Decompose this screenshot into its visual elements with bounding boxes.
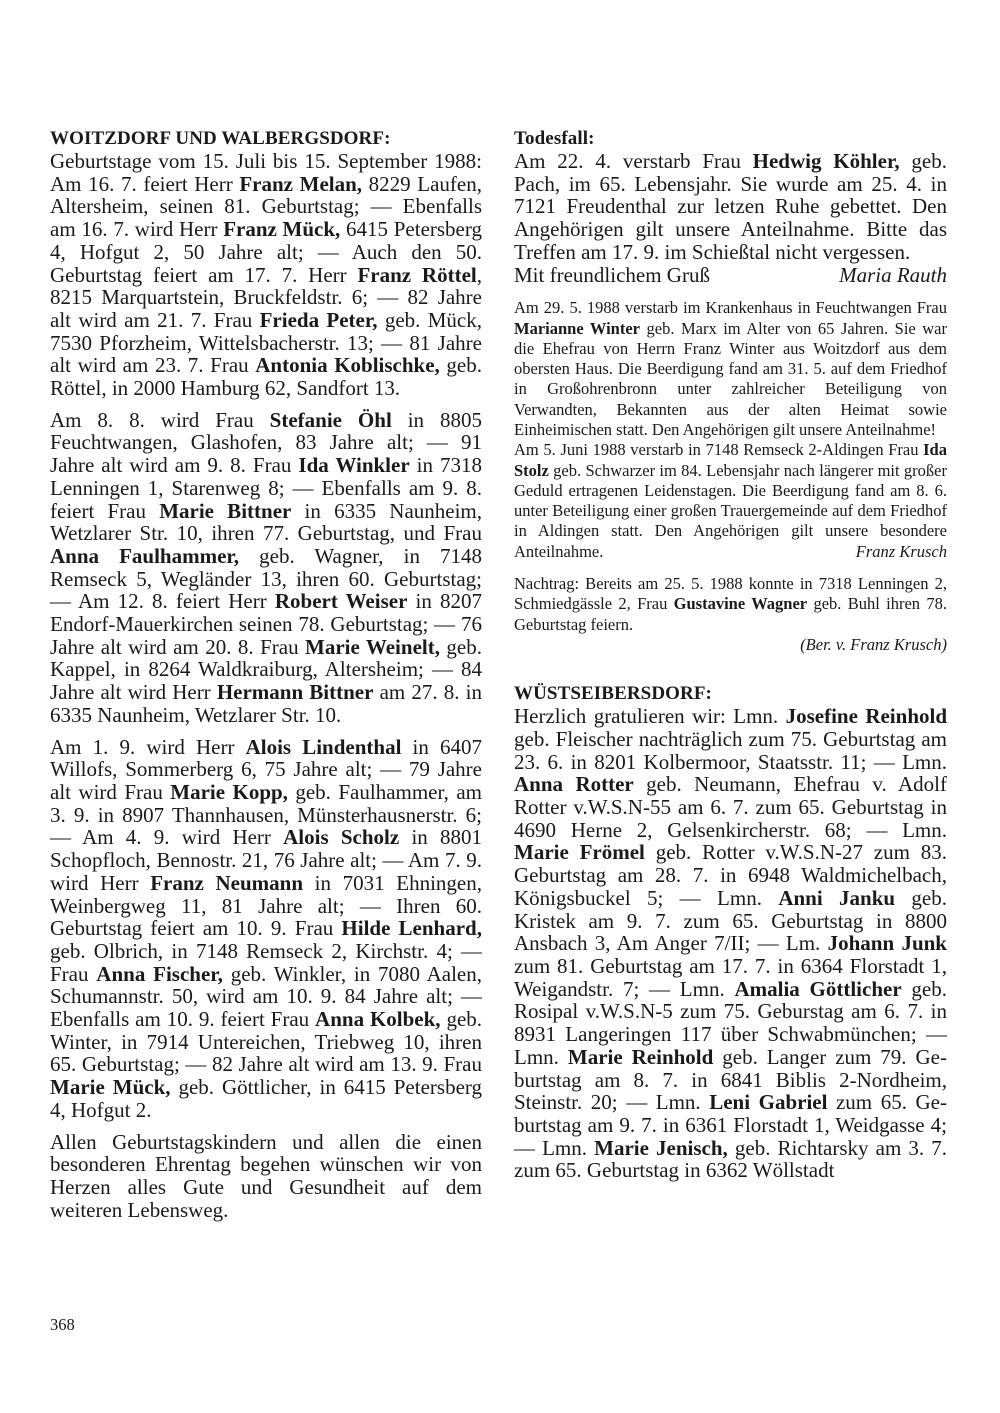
person-name: Robert Weiser	[274, 589, 408, 614]
page-number: 368	[50, 1315, 75, 1334]
death-notice-paragraph: Am 22. 4. verstarb Frau Hedwig Köhler, geb. Pach, im 65. Lebensjahr. Sie wurde am 25. 4. in 7121 Freudenthal zur letzen Ruhe gebettet. Den Angehörigen gilt unsere Anteilnahme. Bitte das Treffen am 17. 9. im Schießtal nicht vergessen.	[514, 149, 947, 264]
person-name: Frieda Peter,	[259, 307, 378, 332]
person-name: Marie Frömel	[514, 840, 645, 865]
person-name: Alois Lindenthal	[245, 734, 402, 759]
person-name: Marie Bittner	[159, 498, 292, 523]
person-name: Hermann Bittner	[216, 680, 374, 705]
person-name: Alois Scholz	[283, 825, 400, 850]
person-name: Johann Junk	[827, 931, 947, 956]
person-name: Stefanie Öhl	[269, 407, 392, 432]
left-column	[50, 128, 482, 1221]
obituary-signature: Franz Krusch	[855, 541, 947, 561]
greeting-text: Mit freundlichem Gruß	[514, 262, 710, 287]
person-name: Anna Fischer,	[96, 961, 223, 986]
person-name: Hilde Lenhard,	[341, 916, 482, 941]
greeting-signature: Maria Rauth	[839, 262, 947, 287]
person-name: Hedwig Köhler,	[752, 149, 900, 173]
person-name: Marie Jenisch,	[594, 1135, 728, 1160]
person-name: Antonia Koblischke,	[255, 353, 440, 378]
section-heading-woitzdorf: WOITZDORF UND WALBERGSDORF:	[50, 128, 391, 149]
birthday-paragraph-september: Am 1. 9. wird Herr Alois Lindenthal in 6407 Willofs, Sommerberg 6, 75 Jahre alt; — 79 Jahre alt wird Frau Marie Kopp, geb. Faulhammer, am 3. 9. in 8907 Thannhausen, Münsterhausnerstr. 6; — Am 4. 9. wird Herr Alois Scholz in 8801 Schopfloch, Bennostr. 21, 76 Jahre alt; — Am 7. 9. wird Herr Franz Neumann in 7031 Ehningen, Weinbergweg 11, 81 Jahre alt; — Ihren 60. Geburtstag feiert am 10. 9. Frau Hilde Lenhard, geb. Olbrich, in 7148 Remseck 2, Kirchstr. 4; — Frau Anna Fischer, geb. Winkler, in 7080 Aalen, Schumannstr. 50, wird am 10. 9. 84 Jahre alt; — Ebenfalls am 10. 9. feiert Frau Anna Kolbek, geb. Winter, in 7914 Untereichen, Triebweg 10, ihren 65. Geburtstag; — 82 Jahre alt wird am 13. 9. Frau Marie Mück, geb. Göttlicher, in 6415 Petersberg 4, Hofgut 2.	[50, 734, 483, 1122]
closing-wishes-paragraph: Allen Geburtstagskindern und allen die einen besonderen Ehrentag begehen wünschen wir von Herzen alles Gute und Gesundheit auf dem weiteren Lebensweg.	[50, 1129, 482, 1222]
birthday-paragraph-august: Am 8. 8. wird Frau Stefanie Öhl in 8805 Feuchtwangen, Glashofen, 83 Jahre alt; — 91 Jahre alt wird am 9. 8. Frau Ida Winkler in 7318 Lenningen 1, Starenweg 8; — Ebenfalls am 9. 8. feiert Frau Marie Bittner in 6335 Naunheim, Wetzlarer Str. 10, ihren 77. Geburtstag, und Frau Anna Faulhammer, geb. Wagner, in 7148 Remseck 5, Wegländer 13, ihren 60. Geburtstag; — Am 12. 8. feiert Herr Robert Weiser in 8207 Endorf-Mauerkirchen seinen 78. Geburtstag; — 76 Jahre alt wird am 20. 8. Frau Marie Weinelt, geb. Kappel, in 8264 Waldkraiburg, Altersheim; — 84 Jahre alt wird Herr Hermann Bittner am 27. 8. in 6335 Naunheim, Wetzlarer Str. 10.	[50, 407, 482, 727]
person-name: Anna Rotter	[514, 772, 634, 797]
obituary-ida-stolz	[514, 440, 947, 562]
addendum-paragraph: Nachtrag: Bereits am 25. 5. 1988 konnte in 7318 Lenningen 2, Schmiedgässle 2, Frau Gustavine Wagner geb. Buhl ihren 78. Geburtstag feiern.	[514, 574, 947, 634]
person-name: Marie Kopp,	[170, 779, 288, 804]
right-column	[514, 128, 947, 1182]
person-name: Leni Gabriel	[709, 1090, 828, 1115]
person-name: Anna Kolbek,	[315, 1007, 441, 1032]
greeting-row	[514, 264, 947, 287]
death-notice-heading: Todesfall:	[514, 128, 595, 149]
birthday-paragraph-july: Geburtstage vom 15. Juli bis 15. September 1988: Am 16. 7. feiert Herr Franz Melan, 8229 Laufen, Altersheim, seinen 81. Geburtstag; — Ebenfalls am 16. 7. wird Herr Franz Mück, 6415 Petersberg 4, Hofgut 2, 50 Jahre alt; — Auch den 50. Geburtstag feiert am 17. 7. Herr Franz Röttel, 8215 Marquartstein, Bruckfeldstr. 6; — 82 Jahre alt wird am 21. 7. Frau Frieda Peter, geb. Mück, 7530 Pforzheim, Wittelsbacherstr. 13; — 81 Jahre alt wird am 23. 7. Frau Antonia Koblischke, geb. Röttel, in 2000 Hamburg 62, Sandfort 13.	[50, 149, 482, 401]
section-heading-wuestseibersdorf: WÜSTSEIBERSDORF:	[514, 683, 712, 705]
person-name: Anni Janku	[778, 885, 896, 910]
person-name: Gustavine Wagner	[673, 594, 808, 614]
person-name: Marie Weinelt,	[305, 634, 440, 659]
person-name: Franz Mück,	[223, 217, 341, 242]
obituary-ida-stolz-text: Am 5. Juni 1988 verstarb in 7148 Remseck 2-Aldingen Frau Ida Stolz geb. Schwarzer im 84. Lebensjahr nach längerer mit großer Geduld ertragenen Leidenstagen. Die Beerdigung fand am 8. 6. unter Beteiligung einer großen Trauergemeinde auf dem Friedhof in Aldingen statt. Den Angehörigen gilt unsere besondere Anteilnahme.	[514, 440, 947, 561]
obituary-marianne-winter: Am 29. 5. 1988 verstarb im Krankenhaus in Feuchtwangen Frau Marianne Winter geb. Marx im Alter von 65 Jahren. Sie war die Ehefrau von Herrn Franz Winter aus Woitzdorf aus dem obersten Haus. Die Beerdigung fand am 31. 5. auf dem Friedhof in Großohrenbronn unter zahlreicher Beteiligung von Verwandten, Bekannten aus der alten Heimat sowie Einheimischen statt. Den Angehörigen gilt unsere Anteilnahme!	[514, 298, 947, 439]
person-name: Marie Mück,	[50, 1075, 171, 1100]
addendum-signature: (Ber. v. Franz Krusch)	[800, 634, 947, 654]
person-name: Anna Faulhammer,	[50, 543, 240, 568]
wuestseibersdorf-birthdays-paragraph: Herzlich gratulieren wir: Lmn. Josefine Reinhold geb. Fleischer nachträglich zum 75. Geburtstag am 23. 6. in 8201 Kolbermoor, Staatsstr. 11; — Lmn. Anna Rotter geb. Neumann, Ehefrau v. Adolf Rotter v.W.S.N-55 am 6. 7. zum 65. Geburtstag in 4690 Herne 2, Gelsenkircherstr. 68; — Lmn. Marie Frömel geb. Rotter v.W.S.N-27 zum 83. Geburtstag am 28. 7. in 6948 Waldmichelbach, Königsbuckel 5; — Lmn. Anni Janku geb. Kristek am 9. 7. zum 65. Geburtstag in 8800 Ansbach 3, Am Anger 7/II; — Lm. Johann Junk zum 81. Geburtstag am 17. 7. in 6364 Florstadt 1, Weigandstr. 7; — Lmn. Amalia Göttlicher geb. Rosipal v.W.S.N-5 zum 75. Geburstag am 6. 7. in 8931 Langeringen 117 über Schwabmünchen; — Lmn. Marie Reinhold geb. Langer zum 79. Geburtstag am 8. 7. in 6841 Biblis 2-Nordheim, Steinstr. 20; — Lmn. Leni Gabriel zum 65. Geburtstag am 9. 7. in 6361 Florstadt 1, Weidgasse 4; — Lmn. Marie Jenisch, geb. Richtarsky am 3. 7. zum 65. Geburtstag in 6362 Wöllstadt	[514, 704, 948, 1183]
person-name: Amalia Göttlicher	[734, 976, 902, 1001]
person-name: Franz Melan,	[239, 171, 363, 196]
person-name: Marie Reinhold	[567, 1044, 714, 1069]
person-name: Franz Röttel	[357, 262, 477, 287]
person-name: Ida Stolz	[514, 440, 947, 480]
person-name: Josefine Reinhold	[785, 704, 948, 729]
person-name: Franz Neumann	[150, 870, 304, 895]
person-name: Ida Winkler	[298, 453, 410, 478]
person-name: Marianne Winter	[514, 318, 640, 338]
